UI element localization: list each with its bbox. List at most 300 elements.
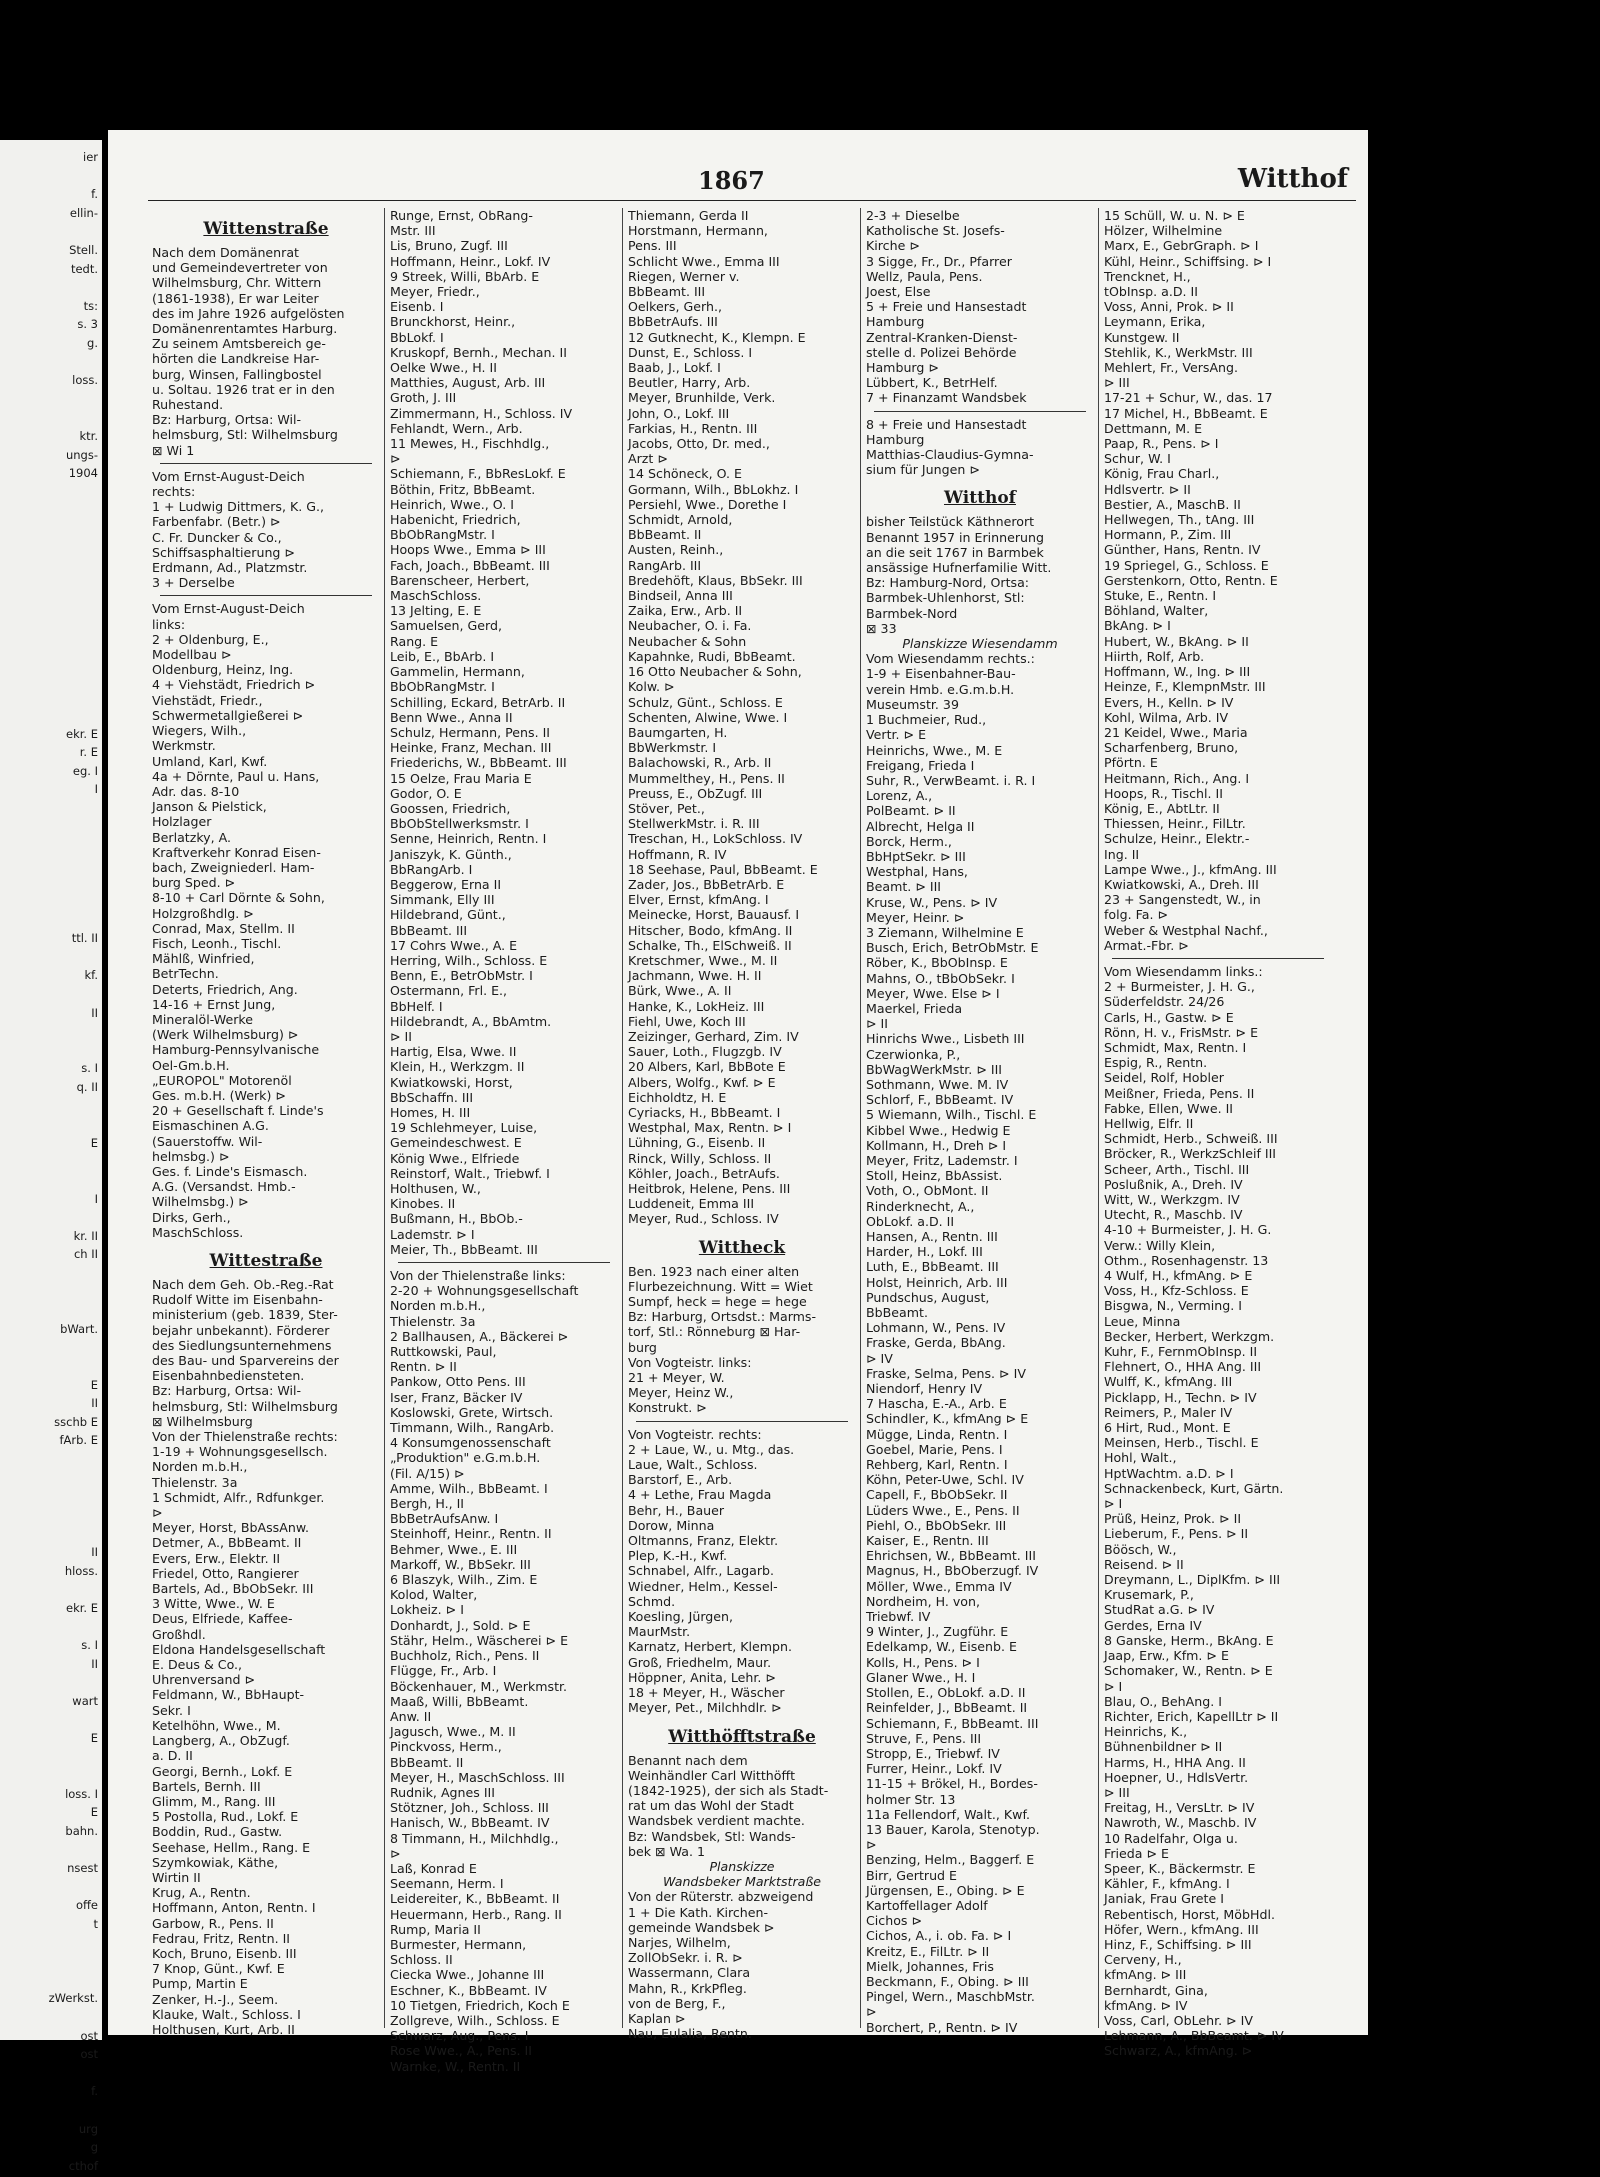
directory-entry: Trencknet, H., bbox=[1104, 268, 1191, 284]
directory-entry: 4 + Lethe, Frau Magda bbox=[628, 1487, 772, 1503]
directory-entry: ⊠ Wilhelmsburg bbox=[152, 1413, 253, 1429]
directory-entry: Garbow, R., Pens. II bbox=[152, 1915, 274, 1931]
directory-entry: Wiegers, Wilh., bbox=[152, 723, 247, 739]
directory-entry: Nach dem Domänenrat bbox=[152, 245, 299, 260]
directory-entry: Suhr, R., VerwBeamt. i. R. I bbox=[866, 772, 1036, 788]
running-head: Witthof bbox=[1237, 164, 1348, 194]
directory-entry: Mahns, O., tBbObSekr. I bbox=[866, 970, 1015, 986]
directory-entry: Groth, J. III bbox=[390, 390, 457, 406]
directory-entry: 8 Ganske, Herm., BkAng. E bbox=[1104, 1632, 1274, 1648]
directory-entry: sium für Jungen ⊳ bbox=[866, 462, 980, 478]
directory-entry: 15 Schüll, W. u. N. ⊳ E bbox=[1104, 208, 1245, 223]
directory-entry: BbBeamt. II bbox=[628, 527, 702, 543]
directory-entry: 18 Seehase, Paul, BbBeamt. E bbox=[628, 861, 818, 877]
directory-entry: Lieberum, F., Pens. ⊳ II bbox=[1104, 1526, 1249, 1542]
directory-entry: Hoepner, U., HdlsVertr. bbox=[1104, 1769, 1249, 1785]
directory-entry: Austen, Reinh., bbox=[628, 542, 724, 558]
directory-entry: Thielenstr. 3a bbox=[152, 1474, 238, 1490]
directory-entry: Albrecht, Helga II bbox=[866, 818, 975, 834]
scan-border bbox=[1368, 0, 1600, 2177]
directory-entry: Cyriacks, H., BbBeamt. I bbox=[628, 1104, 781, 1120]
directory-entry: helmsburg, Stl: Wilhelmsburg bbox=[152, 1398, 338, 1414]
left-page-text: bahn. bbox=[65, 1824, 98, 1838]
directory-entry: folg. Fa. ⊳ bbox=[1104, 907, 1169, 923]
directory-entry: Blau, O., BehAng. I bbox=[1104, 1693, 1222, 1709]
directory-entry: rat um das Wohl der Stadt bbox=[628, 1798, 794, 1814]
directory-entry: Vertr. ⊳ E bbox=[866, 727, 927, 743]
directory-entry: 18 + Meyer, H., Wäscher bbox=[628, 1685, 785, 1701]
street-heading: Witthof bbox=[944, 488, 1016, 509]
section-rule bbox=[160, 463, 372, 464]
directory-entry: BbWerkmstr. I bbox=[628, 740, 717, 756]
directory-entry: Carls, H., Gastw. ⊳ E bbox=[1104, 1009, 1234, 1025]
directory-entry: Norden m.b.H., bbox=[390, 1298, 486, 1314]
directory-entry: Mählß, Winfried, bbox=[152, 951, 255, 967]
directory-entry: König, E., AbtLtr. II bbox=[1104, 800, 1220, 816]
directory-entry: Deus, Elfriede, Kaffee- bbox=[152, 1611, 293, 1627]
directory-entry: König, Frau Charl., bbox=[1104, 466, 1220, 482]
directory-entry: Koesling, Jürgen, bbox=[628, 1609, 734, 1625]
left-page-text: loss. bbox=[72, 373, 98, 388]
directory-entry: 14-16 + Ernst Jung, bbox=[152, 996, 276, 1012]
directory-entry: Markoff, W., BbSekr. III bbox=[390, 1556, 531, 1572]
directory-entry: a. D. II bbox=[152, 1748, 193, 1764]
column-divider bbox=[384, 208, 385, 2028]
directory-entry: Holthusen, Kurt, Arb. II bbox=[152, 2021, 295, 2037]
directory-entry: Voss, Anni, Prok. ⊳ II bbox=[1104, 299, 1234, 315]
directory-entry: 1 + Ludwig Dittmers, K. G., bbox=[152, 499, 325, 515]
directory-entry: Evers, H., Kelln. ⊳ IV bbox=[1104, 694, 1234, 710]
directory-entry: Reimers, P., Maler IV bbox=[1104, 1404, 1233, 1420]
directory-entry: Meyer, Heinz W., bbox=[628, 1385, 734, 1401]
directory-entry: Heuermann, Herb., Rang. II bbox=[390, 1906, 562, 1922]
directory-entry: 17 Michel, H., BbBeamt. E bbox=[1104, 405, 1268, 421]
directory-entry: Heitmann, Rich., Ang. I bbox=[1104, 770, 1250, 786]
directory-entry: Lüders Wwe., E., Pens. II bbox=[866, 1502, 1020, 1518]
directory-entry: Heinrichs, K., bbox=[1104, 1724, 1188, 1740]
directory-entry: Hinrichs Wwe., Lisbeth III bbox=[866, 1031, 1025, 1047]
directory-entry: Voth, O., ObMont. II bbox=[866, 1183, 989, 1199]
directory-entry: 17 Cohrs Wwe., A. E bbox=[390, 937, 518, 953]
directory-entry: Kolod, Walter, bbox=[390, 1587, 478, 1603]
directory-entry: Wassermann, Clara bbox=[628, 1965, 751, 1981]
directory-entry: Boddin, Rud., Gastw. bbox=[152, 1824, 283, 1840]
directory-entry: Bz: Harburg, Ortsa: Wil- bbox=[152, 1383, 302, 1399]
column-divider bbox=[622, 208, 623, 2028]
directory-entry: Hubert, W., BkAng. ⊳ II bbox=[1104, 633, 1249, 649]
directory-entry: BbObStellwerksmstr. I bbox=[390, 816, 529, 832]
directory-entry: des Bau- und Sparvereins der bbox=[152, 1353, 339, 1369]
directory-entry: C. Fr. Duncker & Co., bbox=[152, 529, 282, 545]
directory-entry: Krug, A., Rentn. bbox=[152, 1885, 251, 1901]
directory-entry: Lokheiz. ⊳ I bbox=[390, 1602, 464, 1618]
left-page-fragment bbox=[0, 140, 102, 2173]
directory-entry: Joest, Else bbox=[866, 284, 931, 300]
directory-entry: 2 + Oldenburg, E., bbox=[152, 631, 269, 647]
left-page-text: ost bbox=[80, 2028, 98, 2043]
directory-entry: PolBeamt. ⊳ II bbox=[866, 803, 956, 819]
directory-entry: Ketelhöhn, Wwe., M. bbox=[152, 1717, 281, 1733]
directory-entry: Nau, Eulalia, Rentn. bbox=[628, 2026, 752, 2042]
directory-entry: 1-9 + Eisenbahner-Bau- bbox=[866, 666, 1016, 682]
directory-entry: E. Deus & Co., bbox=[152, 1657, 243, 1673]
directory-entry: Matthies, August, Arb. III bbox=[390, 375, 546, 391]
directory-entry: Modellbau ⊳ bbox=[152, 647, 232, 663]
directory-entry: Hoffmann, Heinr., Lokf. IV bbox=[390, 253, 551, 269]
directory-entry: Pens. III bbox=[628, 238, 677, 254]
directory-entry: Struve, F., Pens. III bbox=[866, 1730, 982, 1746]
column-2 bbox=[390, 208, 618, 2074]
directory-entry: Runge, Ernst, ObRang- bbox=[390, 208, 533, 223]
directory-entry: BbBetrAufs. III bbox=[628, 314, 718, 330]
left-page-text: g. bbox=[87, 336, 98, 350]
directory-entry: Borck, Herm., bbox=[866, 833, 952, 849]
directory-entry: Warnke, W., Rentn. II bbox=[390, 2058, 521, 2074]
directory-entry: von de Berg, F., bbox=[628, 1995, 726, 2011]
directory-entry: ⊠ 33 bbox=[866, 620, 897, 636]
directory-entry: Hartig, Elsa, Wwe. II bbox=[390, 1044, 517, 1060]
directory-entry: Höfer, Wern., kfmAng. III bbox=[1104, 1921, 1259, 1937]
directory-entry: BbBeamt. II bbox=[390, 1754, 464, 1770]
directory-entry: 1-19 + Wohnungsgesellsch. bbox=[152, 1444, 328, 1460]
directory-entry: Hamburg-Pennsylvanische bbox=[152, 1042, 320, 1058]
directory-entry: Lis, Bruno, Zugf. III bbox=[390, 238, 508, 254]
directory-entry: 1 Buchmeier, Rud., bbox=[866, 712, 987, 728]
directory-entry: kfmAng. ⊳ III bbox=[1104, 1967, 1187, 1983]
directory-entry: Mahn, R., KrkPfleg. bbox=[628, 1980, 747, 1996]
directory-entry: Nach dem Geh. Ob.-Reg.-Rat bbox=[152, 1277, 334, 1292]
page-header bbox=[108, 130, 1368, 195]
directory-entry: Bredehöft, Klaus, BbSekr. III bbox=[628, 572, 803, 588]
directory-entry: Schulz, Hermann, Pens. II bbox=[390, 724, 550, 740]
directory-entry: Ciecka Wwe., Johanne III bbox=[390, 1967, 545, 1983]
directory-entry: Benannt 1957 in Erinnerung bbox=[866, 529, 1045, 545]
directory-entry: Vom Ernst-August-Deich bbox=[152, 601, 305, 617]
left-page-text: s. I bbox=[81, 1638, 98, 1652]
directory-entry: Eschner, K., BbBeamt. IV bbox=[390, 1982, 547, 1998]
directory-entry: Stollen, E., ObLokf. a.D. II bbox=[866, 1685, 1026, 1701]
directory-entry: Eisenbahnbediensteten. bbox=[152, 1368, 305, 1384]
directory-entry: Holzgroßhdlg. ⊳ bbox=[152, 905, 254, 921]
directory-entry: 5 Postolla, Rud., Lokf. E bbox=[152, 1809, 299, 1825]
directory-entry: Stuke, E., Rentn. I bbox=[1104, 588, 1217, 604]
directory-entry: Bürk, Wwe., A. II bbox=[628, 983, 732, 999]
directory-entry: ⊳ III bbox=[1104, 375, 1130, 391]
directory-entry: Jürgensen, E., Obing. ⊳ E bbox=[866, 1882, 1025, 1898]
directory-entry: Edelkamp, W., Eisenb. E bbox=[866, 1639, 1017, 1655]
directory-entry: Bz: Harburg, Ortsdst.: Marms- bbox=[628, 1309, 817, 1325]
directory-entry: Gormann, Wilh., BbLokhz. I bbox=[628, 481, 799, 497]
column-divider bbox=[860, 208, 861, 2028]
section-rule bbox=[636, 1421, 848, 1422]
directory-entry: „Produktion" e.G.m.b.H. bbox=[390, 1450, 541, 1466]
directory-entry: Ostermann, Frl. E., bbox=[390, 983, 508, 999]
directory-entry: Buchholz, Rich., Pens. II bbox=[390, 1648, 540, 1664]
directory-entry: Preuss, E., ObZugf. III bbox=[628, 785, 763, 801]
left-page-text: ellin- bbox=[69, 205, 98, 220]
left-page-text: eg. I bbox=[72, 763, 98, 778]
directory-entry: Godor, O. E bbox=[390, 785, 462, 801]
left-page-text: kf. bbox=[84, 968, 98, 983]
directory-entry: Hormann, P., Zim. III bbox=[1104, 527, 1232, 543]
directory-entry: Armat.-Fbr. ⊳ bbox=[1104, 937, 1189, 953]
directory-entry: Seemann, Herm. I bbox=[390, 1876, 504, 1892]
directory-entry: Conrad, Max, Stellm. II bbox=[152, 920, 295, 936]
directory-entry: Jacobs, Otto, Dr. med., bbox=[628, 436, 770, 452]
directory-entry: 10 Tietgen, Friedrich, Koch E bbox=[390, 1997, 570, 2013]
directory-entry: Bartels, Ad., BbObSekr. III bbox=[152, 1581, 314, 1597]
directory-entry: Oelkers, Gerh., bbox=[628, 299, 722, 315]
directory-entry: Picklapp, H., Techn. ⊳ IV bbox=[1104, 1389, 1257, 1405]
directory-entry: 6 Blaszyk, Wilh., Zim. E bbox=[390, 1572, 538, 1588]
directory-entry: Dettmann, M. E bbox=[1104, 420, 1203, 436]
directory-entry: Lehmann, A., BbBeamt. ⊳ IV bbox=[1104, 2028, 1284, 2044]
directory-entry: Fisch, Leonh., Tischl. bbox=[152, 935, 282, 951]
directory-entry: Janson & Pielstick, bbox=[152, 799, 267, 815]
directory-entry: Meyer, Wwe. Else ⊳ I bbox=[866, 985, 1000, 1001]
directory-entry: Ehrichsen, W., BbBeamt. III bbox=[866, 1548, 1036, 1564]
directory-entry: Kolw. ⊳ bbox=[628, 679, 675, 695]
directory-entry: Fabke, Ellen, Wwe. II bbox=[1104, 1100, 1234, 1116]
directory-entry: Lorenz, A., bbox=[866, 788, 933, 804]
directory-entry: Brunckhorst, Heinr., bbox=[390, 314, 516, 330]
directory-entry: Hölzer, Wilhelmine bbox=[1104, 223, 1223, 239]
directory-entry: Steinhoff, Heinr., Rentn. II bbox=[390, 1526, 552, 1542]
directory-entry: Cichos ⊳ bbox=[866, 1913, 923, 1929]
directory-entry: 11 Mewes, H., Fischhdlg., bbox=[390, 436, 550, 452]
directory-entry: Norden m.b.H., bbox=[152, 1459, 248, 1475]
directory-entry: Donhardt, J., Sold. ⊳ E bbox=[390, 1617, 531, 1633]
directory-entry: Gerdes, Erna IV bbox=[1104, 1617, 1202, 1633]
directory-entry: Stötzner, Joh., Schloss. III bbox=[390, 1800, 549, 1816]
directory-entry: Burmester, Hermann, bbox=[390, 1936, 527, 1952]
directory-entry: ObLokf. a.D. II bbox=[866, 1213, 955, 1229]
directory-entry: Leidereiter, K., BbBeamt. II bbox=[390, 1891, 560, 1907]
directory-entry: Ruhestand. bbox=[152, 397, 224, 413]
directory-entry: Hohl, Walt., bbox=[1104, 1450, 1177, 1466]
directory-entry: Sumpf, heck = hege = hege bbox=[628, 1294, 807, 1310]
directory-entry: Von Vogteistr. rechts: bbox=[628, 1426, 762, 1442]
directory-entry: Evers, Erw., Elektr. II bbox=[152, 1550, 281, 1566]
left-page-text: q. II bbox=[76, 1080, 98, 1094]
directory-entry: 8-10 + Carl Dörnte & Sohn, bbox=[152, 890, 325, 906]
directory-entry: RangArb. III bbox=[628, 557, 702, 573]
directory-entry: Detmer, A., BbBeamt. II bbox=[152, 1535, 302, 1551]
directory-entry: des im Jahre 1926 aufgelösten bbox=[152, 305, 345, 321]
directory-entry: Lademstr. ⊳ I bbox=[390, 1226, 475, 1242]
directory-entry: Beamt. ⊳ III bbox=[866, 879, 942, 895]
street-heading: Witthöfftstraße bbox=[668, 1726, 816, 1747]
directory-entry: burg Sped. ⊳ bbox=[152, 875, 236, 891]
directory-entry: Georgi, Bernh., Lokf. E bbox=[152, 1763, 293, 1779]
directory-entry: Marx, E., GebrGraph. ⊳ I bbox=[1104, 238, 1259, 254]
directory-entry: 10 Radelfahr, Olga u. bbox=[1104, 1830, 1238, 1846]
directory-entry: 7 Knop, Günt., Kwf. E bbox=[152, 1961, 285, 1977]
directory-entry: HptWachtm. a.D. ⊳ I bbox=[1104, 1465, 1234, 1481]
left-page-text: E bbox=[90, 1805, 98, 1820]
directory-entry: Capell, F., BbObSekr. II bbox=[866, 1487, 1008, 1503]
directory-entry: Dorow, Minna bbox=[628, 1517, 715, 1533]
directory-entry: (Sauerstoffw. Wil- bbox=[152, 1133, 263, 1149]
directory-entry: Hoffmann, R. IV bbox=[628, 846, 727, 862]
directory-entry: Harder, H., Lokf. III bbox=[866, 1244, 983, 1260]
directory-entry: Laue, Walt., Schloss. bbox=[628, 1457, 758, 1473]
directory-entry: Schwarz, A., kfmAng. ⊳ bbox=[1104, 2043, 1253, 2059]
directory-entry: Koslowski, Grete, Wirtsch. bbox=[390, 1404, 554, 1420]
directory-entry: Bz: Wandsbek, Stl: Wands- bbox=[628, 1828, 796, 1844]
directory-entry: Kreitz, E., FilLtr. ⊳ II bbox=[866, 1943, 990, 1959]
directory-entry: Reinstorf, Walt., Triebwf. I bbox=[390, 1165, 550, 1181]
directory-entry: Wilhelmsburg, Chr. Wittern bbox=[152, 275, 322, 291]
left-page-text: ch II bbox=[73, 1247, 98, 1262]
directory-entry: Schomaker, W., Rentn. ⊳ E bbox=[1104, 1663, 1273, 1679]
directory-entry: Birr, Gertrud E bbox=[866, 1867, 958, 1883]
directory-entry: 8 Timmann, H., Milchhdlg., bbox=[390, 1830, 559, 1846]
directory-entry: Flurbezeichnung. Witt = Wiet bbox=[628, 1278, 813, 1294]
directory-entry: Hoops Wwe., Emma ⊳ III bbox=[390, 542, 546, 558]
directory-entry: Hdlsvertr. ⊳ II bbox=[1104, 481, 1191, 497]
directory-entry: Holst, Heinrich, Arb. III bbox=[866, 1274, 1008, 1290]
directory-entry: Kaplan ⊳ bbox=[628, 2010, 686, 2026]
directory-entry: Pingel, Wern., MaschbMstr. bbox=[866, 1989, 1035, 2005]
directory-entry: Rump, Maria II bbox=[390, 1921, 481, 1937]
directory-entry: Hoops, R., Tischl. II bbox=[1104, 785, 1223, 801]
directory-entry: Hamburg bbox=[866, 431, 925, 447]
directory-entry: u. Soltau. 1926 trat er in den bbox=[152, 381, 335, 397]
directory-entry: gemeinde Wandsbek ⊳ bbox=[628, 1919, 775, 1935]
directory-entry: 13 Bauer, Karola, Stenotyp. bbox=[866, 1821, 1040, 1837]
directory-entry: BbObRangMstr. I bbox=[390, 527, 495, 543]
directory-entry: Klauke, Walt., Schloss. I bbox=[152, 2006, 301, 2022]
map-note: Wandsbeker Marktstraße bbox=[662, 1874, 822, 1890]
directory-entry: Ges. f. Linde's Eismasch. bbox=[152, 1163, 308, 1179]
directory-entry: BbBeamt. III bbox=[390, 922, 468, 938]
directory-entry: Behmer, Wwe., E. III bbox=[390, 1541, 518, 1557]
directory-entry: Beggerow, Erna II bbox=[390, 876, 502, 892]
directory-entry: BbHelf. I bbox=[390, 998, 443, 1014]
directory-entry: Meyer, H., MaschSchloss. III bbox=[390, 1769, 565, 1785]
directory-entry: Niendorf, Henry IV bbox=[866, 1381, 983, 1397]
directory-entry: Hansen, A., Rentn. III bbox=[866, 1229, 998, 1244]
directory-entry: Böhland, Walter, bbox=[1104, 603, 1209, 619]
directory-entry: Bühnenbildner ⊳ II bbox=[1104, 1739, 1223, 1755]
left-page-text: E bbox=[90, 1377, 98, 1392]
directory-entry: Barmbek-Nord bbox=[866, 605, 958, 621]
directory-entry: Voss, Carl, ObLehr. ⊳ IV bbox=[1104, 2012, 1254, 2028]
directory-entry: Samuelsen, Gerd, bbox=[390, 618, 502, 634]
directory-entry: 7 Hascha, E.-A., Arb. E bbox=[866, 1396, 1007, 1412]
directory-entry: König Wwe., Elfriede bbox=[390, 1150, 520, 1166]
directory-entry: Meyer, Horst, BbAssAnw. bbox=[152, 1520, 309, 1536]
directory-entry: Hiirth, Rolf, Arb. bbox=[1104, 648, 1205, 664]
directory-entry: MaschSchloss. bbox=[390, 588, 482, 604]
directory-entry: Espig, R., Rentn. bbox=[1104, 1055, 1208, 1071]
directory-entry: ZollObSekr. i. R. ⊳ bbox=[628, 1950, 743, 1966]
directory-entry: Stähr, Helm., Wäscherei ⊳ E bbox=[390, 1632, 569, 1648]
directory-entry: Busch, Erich, BetrObMstr. E bbox=[866, 940, 1039, 956]
directory-entry: Mstr. III bbox=[390, 223, 436, 239]
directory-entry: Hinz, F., Schiffsing. ⊳ III bbox=[1104, 1936, 1252, 1952]
directory-entry: StudRat a.G. ⊳ IV bbox=[1104, 1602, 1215, 1618]
directory-entry: (Fil. A/15) ⊳ bbox=[390, 1465, 465, 1481]
directory-entry: Karnatz, Herbert, Klempn. bbox=[628, 1639, 792, 1655]
directory-entry: Meinsen, Herb., Tischl. E bbox=[1104, 1435, 1259, 1451]
directory-entry: Zollgreve, Wilh., Schloss. E bbox=[390, 2012, 560, 2028]
directory-entry: helmsbg.) ⊳ bbox=[152, 1148, 230, 1164]
directory-entry: ⊠ Wi 1 bbox=[152, 442, 195, 458]
directory-entry: Persiehl, Wwe., Dorethe I bbox=[628, 496, 787, 512]
directory-entry: Ing. II bbox=[1104, 846, 1140, 862]
directory-entry: Westphal, Hans, bbox=[866, 864, 968, 880]
directory-entry: Schiemann, F., BbResLokf. E bbox=[390, 466, 566, 482]
directory-entry: Witt, W., Werkzgm. IV bbox=[1104, 1192, 1240, 1207]
directory-entry: Horstmann, Hermann, bbox=[628, 223, 768, 239]
directory-entry: Leib, E., BbArb. I bbox=[390, 648, 495, 664]
directory-entry: Mineralöl-Werke bbox=[152, 1011, 253, 1027]
directory-entry: Höppner, Anita, Lehr. ⊳ bbox=[628, 1669, 776, 1685]
directory-entry: Leymann, Erika, bbox=[1104, 314, 1206, 330]
directory-entry: Zaika, Erw., Arb. II bbox=[628, 603, 743, 619]
left-page-text: II bbox=[91, 1656, 98, 1671]
directory-entry: kfmAng. ⊳ IV bbox=[1104, 1997, 1188, 2013]
directory-entry: 1 + Die Kath. Kirchen- bbox=[628, 1904, 769, 1920]
directory-entry: Thiemann, Gerda II bbox=[628, 208, 749, 223]
directory-entry: 19 Spriegel, G., Schloss. E bbox=[1104, 557, 1269, 573]
directory-entry: Voss, H., Kfz-Schloss. E bbox=[1104, 1283, 1249, 1299]
directory-entry: Stoll, Heinz, BbAssist. bbox=[866, 1168, 1003, 1184]
directory-entry: Scheer, Arth., Tischl. III bbox=[1104, 1161, 1250, 1177]
directory-entry: Vom Ernst-August-Deich bbox=[152, 468, 305, 484]
directory-entry: Senne, Heinrich, Rentn. I bbox=[390, 831, 547, 847]
directory-entry: Wiedner, Helm., Kessel- bbox=[628, 1578, 778, 1594]
directory-entry: Schindler, K., kfmAng ⊳ E bbox=[866, 1411, 1029, 1427]
directory-entry: 2-20 + Wohnungsgesellschaft bbox=[390, 1283, 579, 1299]
directory-entry: BbWagWerkMstr. ⊳ III bbox=[866, 1061, 1003, 1077]
header-rule bbox=[148, 200, 1356, 201]
directory-entry: Deterts, Friedrich, Ang. bbox=[152, 981, 298, 997]
directory-entry: 14 Schöneck, O. E bbox=[628, 466, 742, 482]
directory-entry: Glimm, M., Rang. III bbox=[152, 1793, 276, 1809]
directory-entry: Ges. m.b.H. (Werk) ⊳ bbox=[152, 1087, 286, 1103]
directory-entry: Lübbert, K., BetrHelf. bbox=[866, 375, 998, 391]
directory-entry: 12 Gutknecht, K., Klempn. E bbox=[628, 329, 806, 345]
directory-entry: Werkmstr. bbox=[152, 738, 216, 754]
directory-entry: Baab, J., Lokf. I bbox=[628, 360, 721, 376]
directory-entry: Schmidt, Herb., Schweiß. III bbox=[1104, 1131, 1278, 1147]
directory-entry: Neubacher & Sohn bbox=[628, 633, 747, 649]
directory-entry: Kwiatkowski, A., Dreh. III bbox=[1104, 876, 1259, 892]
directory-entry: Kaiser, E., Rentn. III bbox=[866, 1533, 989, 1549]
directory-entry: Rose Wwe., A., Pens. II bbox=[390, 2043, 532, 2059]
directory-entry: Rebentisch, Horst, MöbHdl. bbox=[1104, 1906, 1275, 1922]
directory-entry: Hellwig, Elfr. II bbox=[1104, 1115, 1194, 1131]
directory-entry: 20 + Gesellschaft f. Linde's bbox=[152, 1103, 324, 1119]
left-page-text: s. 3 bbox=[77, 317, 98, 332]
directory-entry: BbBeamt. III bbox=[628, 284, 706, 300]
directory-entry: Ruttkowski, Paul, bbox=[390, 1344, 497, 1360]
directory-entry: BbRangArb. I bbox=[390, 861, 473, 877]
directory-entry: 5 + Freie und Hansestadt bbox=[866, 299, 1027, 315]
left-page-text: ost bbox=[80, 2047, 98, 2062]
directory-entry: Janiszyk, K. Günth., bbox=[390, 846, 512, 862]
section-rule bbox=[160, 595, 372, 596]
left-page-text: t bbox=[93, 1917, 98, 1931]
directory-entry: Laß, Konrad E bbox=[390, 1860, 477, 1876]
left-page-text: bWart. bbox=[60, 1321, 98, 1336]
directory-entry: Böösch, W., bbox=[1104, 1541, 1177, 1557]
directory-entry: Heinze, F., KlempnMstr. III bbox=[1104, 679, 1266, 695]
left-page-text: ier bbox=[83, 150, 98, 164]
